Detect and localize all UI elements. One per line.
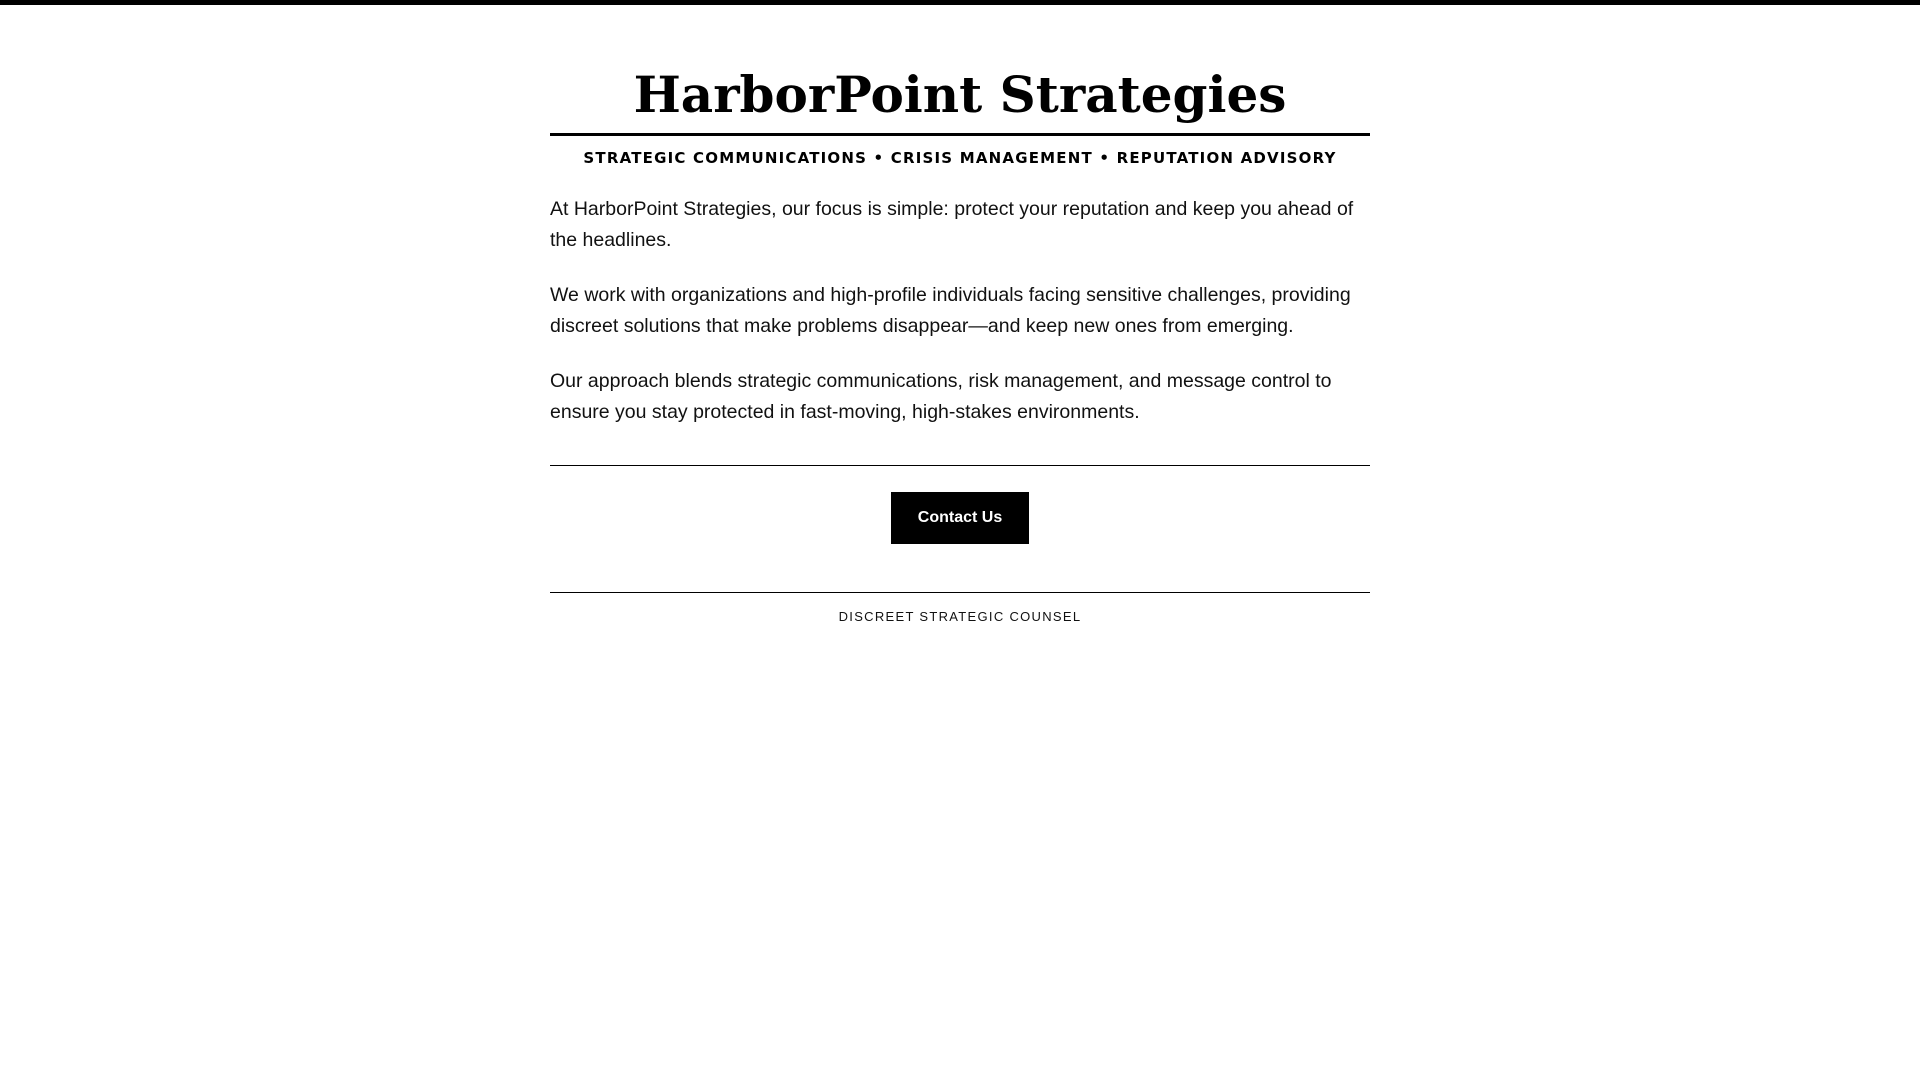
site-title: HarborPoint Strategies	[633, 65, 1287, 124]
footer-tagline: DISCREET STRATEGIC COUNSEL	[838, 609, 1082, 624]
section-divider-bottom	[550, 592, 1370, 593]
intro-paragraph-2: We work with organizations and high-profile individuals facing sensitive challenges, providing discreet solutions that make problems disappear—and keep new ones from emerging.	[550, 284, 1351, 337]
tagline: STRATEGIC COMMUNICATIONS • CRISIS MANAGEMENT • REPUTATION ADVISORY	[583, 149, 1337, 167]
intro-section	[550, 194, 1370, 428]
title-divider	[550, 133, 1370, 136]
intro-paragraph-3: Our approach blends strategic communications, risk management, and message control to ensure you stay protected in fast-moving, high-stakes environments.	[550, 370, 1332, 423]
intro-paragraph-1: At HarborPoint Strategies, our focus is simple: protect your reputation and keep you ahead of the headlines.	[550, 198, 1354, 251]
page-container	[550, 0, 1370, 625]
section-divider-top	[550, 465, 1370, 466]
cta-section	[550, 492, 1370, 544]
contact-us-button[interactable]: Contact Us	[891, 492, 1029, 544]
